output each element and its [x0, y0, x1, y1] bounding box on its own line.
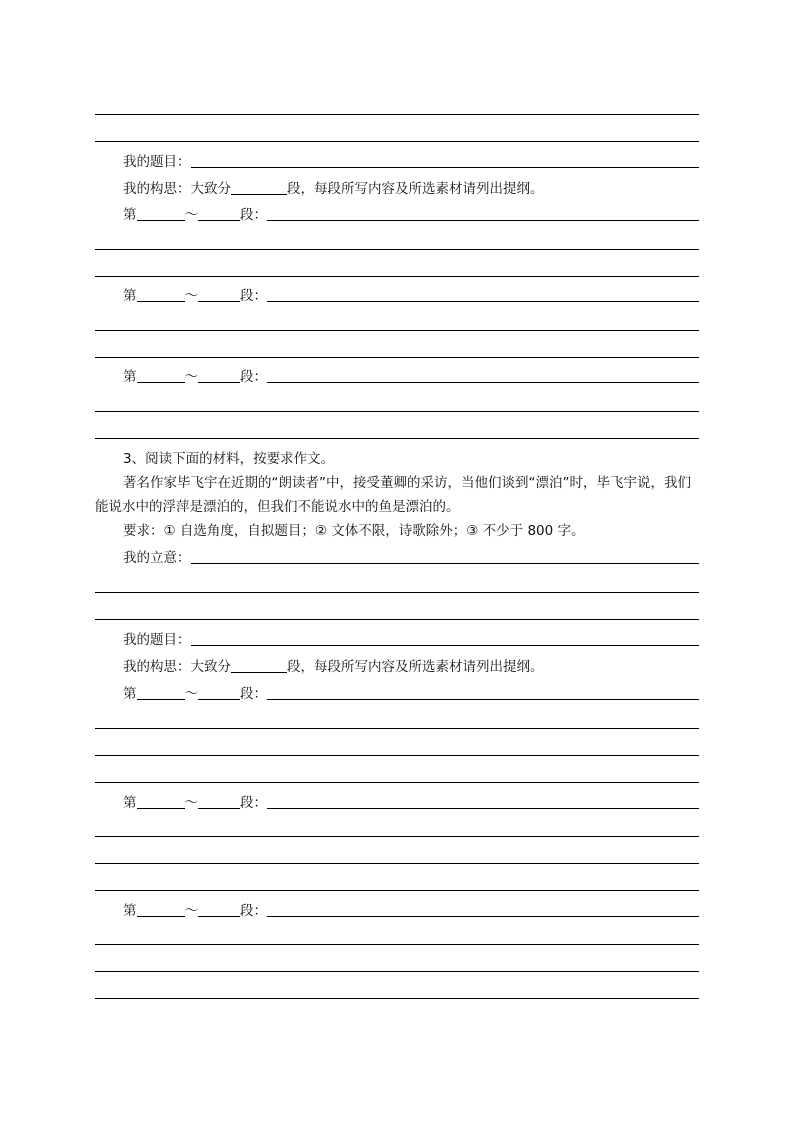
- question-material: 著名作家毕飞宇在近期的“朗读者”中，接受董卿的采访，当他们谈到“漂泊”时，毕飞宇说，我们能说水中的浮萍是漂泊的，但我们不能说水中的鱼是漂泊的。: [95, 475, 691, 515]
- segment-label-b: ～: [184, 686, 198, 702]
- segment-start-blank[interactable]: [137, 793, 185, 809]
- segment-label-c: 段：: [240, 288, 267, 304]
- title-label: 我的题目：: [123, 154, 191, 170]
- title-label: 我的题目：: [123, 632, 191, 648]
- segment-label-c: 段：: [240, 686, 267, 702]
- answer-line[interactable]: [95, 249, 699, 250]
- paragraph-count-blank[interactable]: [231, 179, 287, 195]
- segment-label-b: ～: [184, 369, 198, 385]
- segment-end-blank[interactable]: [198, 205, 240, 221]
- segment-end-blank[interactable]: [198, 286, 240, 302]
- answer-line[interactable]: [95, 619, 699, 620]
- segment-label-b: ～: [184, 207, 198, 223]
- answer-line[interactable]: [95, 755, 699, 756]
- segment-label-c: 段：: [240, 795, 267, 811]
- plan-label-pre: 我的构思：大致分: [123, 659, 231, 675]
- plan-label-pre: 我的构思：大致分: [123, 181, 231, 197]
- segment-row: [123, 367, 699, 387]
- segment-label-a: 第: [123, 207, 137, 223]
- segment-row: [123, 793, 699, 813]
- paragraph-count-blank[interactable]: [231, 657, 287, 673]
- plan-row: [123, 179, 699, 199]
- segment-content-blank[interactable]: [267, 367, 699, 383]
- idea-label: 我的立意：: [123, 550, 191, 566]
- segment-content-blank[interactable]: [267, 205, 699, 221]
- answer-line[interactable]: [95, 411, 699, 412]
- answer-line[interactable]: [95, 782, 699, 783]
- answer-line[interactable]: [95, 330, 699, 331]
- segment-content-blank[interactable]: [267, 684, 699, 700]
- segment-label-c: 段：: [240, 207, 267, 223]
- question-3: [95, 447, 701, 543]
- segment-row: [123, 286, 699, 306]
- segment-label-b: ～: [184, 795, 198, 811]
- segment-label-a: 第: [123, 795, 137, 811]
- segment-label-b: ～: [184, 288, 198, 304]
- plan-label-post: 段，每段所写内容及所选素材请列出提纲。: [287, 659, 544, 675]
- answer-line[interactable]: [95, 998, 699, 999]
- question-requirements: 要求：① 自选角度，自拟题目；② 文体不限，诗歌除外；③ 不少于 800 字。: [123, 523, 585, 539]
- segment-start-blank[interactable]: [137, 367, 185, 383]
- idea-row: [123, 548, 699, 568]
- answer-line[interactable]: [95, 438, 699, 439]
- answer-line[interactable]: [95, 141, 699, 142]
- plan-row: [123, 657, 699, 677]
- segment-label-c: 段：: [240, 903, 267, 919]
- title-row: [123, 630, 699, 650]
- segment-start-blank[interactable]: [137, 286, 185, 302]
- segment-end-blank[interactable]: [198, 901, 240, 917]
- title-blank[interactable]: [191, 152, 700, 168]
- segment-row: [123, 205, 699, 225]
- segment-content-blank[interactable]: [267, 286, 699, 302]
- answer-line[interactable]: [95, 971, 699, 972]
- answer-line[interactable]: [95, 836, 699, 837]
- segment-label-a: 第: [123, 686, 137, 702]
- segment-end-blank[interactable]: [198, 367, 240, 383]
- answer-line[interactable]: [95, 890, 699, 891]
- answer-line[interactable]: [95, 863, 699, 864]
- plan-label-post: 段，每段所写内容及所选素材请列出提纲。: [287, 181, 544, 197]
- segment-content-blank[interactable]: [267, 793, 699, 809]
- segment-label-b: ～: [184, 903, 198, 919]
- segment-label-a: 第: [123, 369, 137, 385]
- segment-start-blank[interactable]: [137, 684, 185, 700]
- title-row: [123, 152, 699, 172]
- answer-line[interactable]: [95, 276, 699, 277]
- title-blank[interactable]: [191, 630, 700, 646]
- segment-end-blank[interactable]: [198, 793, 240, 809]
- segment-label-c: 段：: [240, 369, 267, 385]
- answer-line[interactable]: [95, 592, 699, 593]
- segment-content-blank[interactable]: [267, 901, 699, 917]
- answer-line[interactable]: [95, 728, 699, 729]
- segment-label-a: 第: [123, 288, 137, 304]
- answer-line[interactable]: [95, 357, 699, 358]
- idea-blank[interactable]: [191, 548, 700, 564]
- question-heading: 3、阅读下面的材料，按要求作文。: [123, 451, 335, 467]
- segment-row: [123, 901, 699, 921]
- segment-start-blank[interactable]: [137, 901, 185, 917]
- answer-line[interactable]: [95, 114, 699, 115]
- segment-label-a: 第: [123, 903, 137, 919]
- answer-line[interactable]: [95, 944, 699, 945]
- segment-end-blank[interactable]: [198, 684, 240, 700]
- segment-start-blank[interactable]: [137, 205, 185, 221]
- segment-row: [123, 684, 699, 704]
